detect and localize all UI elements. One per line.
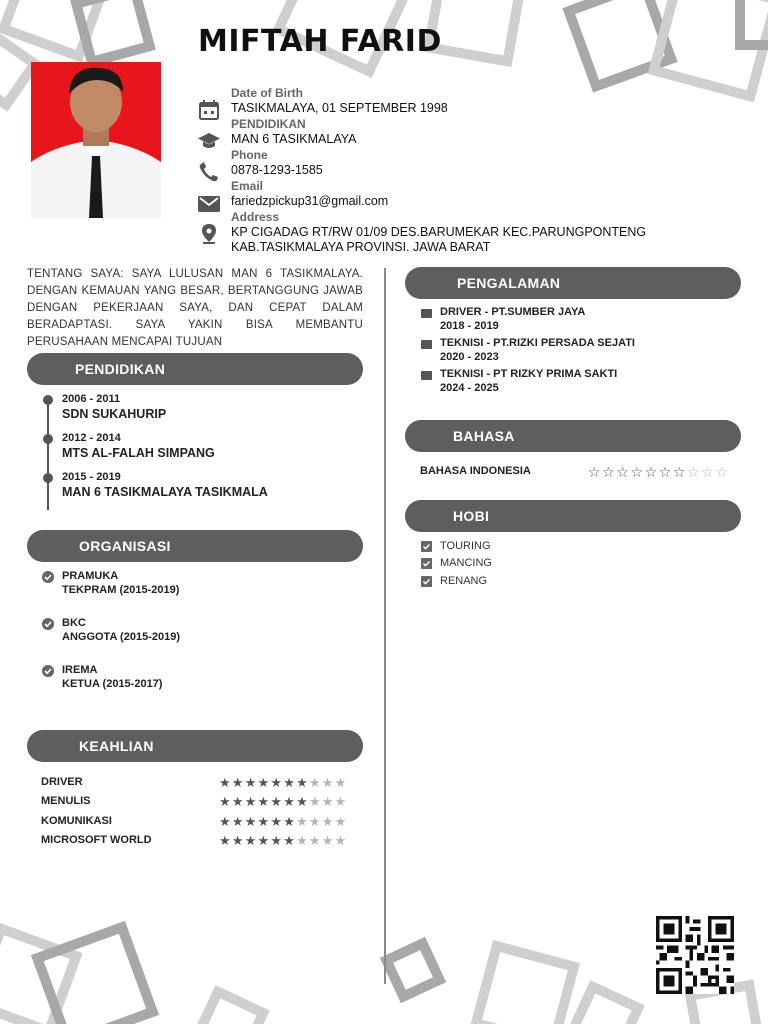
decor-square [380, 937, 446, 1003]
section-header-bahasa: BAHASA [405, 420, 741, 452]
star-filled-icon: ★ [244, 775, 257, 790]
star-filled-icon: ★ [257, 775, 270, 790]
star-empty-icon: ★ [321, 775, 334, 790]
education-years: 2012 - 2014 [62, 432, 121, 444]
education-years: 2006 - 2011 [62, 393, 121, 405]
column-divider [384, 268, 386, 984]
timeline-dot [43, 434, 53, 444]
education-school: MTS AL-FALAH SIMPANG [62, 446, 215, 460]
star-empty-icon: ★ [308, 833, 321, 848]
star-filled-icon: ★ [270, 833, 283, 848]
star-filled-icon: ★ [257, 814, 270, 829]
star-filled-icon: ☆ [602, 464, 615, 480]
organization-role: KETUA (2015-2017) [62, 678, 163, 690]
briefcase-icon [421, 309, 432, 318]
star-filled-icon: ☆ [658, 464, 672, 480]
star-empty-icon: ★ [296, 814, 308, 829]
star-filled-icon: ★ [270, 775, 283, 790]
section-header-pendidikan: PENDIDIKAN [27, 353, 363, 385]
check-circle-icon [42, 571, 54, 583]
phone-icon [198, 162, 220, 182]
about-text: TENTANG SAYA: SAYA LULUSAN MAN 6 TASIKMALAYA. DENGAN KEMAUAN YANG BESAR, BERTANGGUNG JAWAB DENGAN PEKERJAAN SAYA, DAN CEPAT DALAM BERADAPTASI. SAYA YAKIN BISA MEMBANTU PERUSAHAAN MENCAPAI TUJUAN [27, 268, 363, 348]
star-empty-icon: ★ [321, 833, 334, 848]
briefcase-icon [421, 340, 432, 349]
decor-square [470, 940, 580, 1024]
checkbox-icon [421, 558, 432, 569]
profile-photo [31, 62, 161, 218]
star-filled-icon: ★ [244, 794, 257, 809]
info-label: Phone [231, 148, 268, 162]
location-pin-icon [198, 224, 220, 244]
skill-rating [219, 795, 347, 809]
star-filled-icon: ★ [257, 833, 270, 848]
star-empty-icon: ★ [308, 775, 321, 790]
star-filled-icon: ☆ [616, 464, 629, 480]
skill-rating [219, 815, 347, 829]
star-filled-icon: ☆ [588, 464, 601, 480]
star-filled-icon: ★ [296, 794, 308, 809]
language-name: BAHASA INDONESIA [420, 465, 531, 477]
star-empty-icon: ☆ [701, 464, 714, 480]
timeline-dot [43, 473, 53, 483]
skill-rating [219, 834, 347, 848]
star-filled-icon: ★ [219, 833, 231, 848]
check-circle-icon [42, 665, 54, 677]
resume-name: MIFTAH FARID [198, 24, 442, 59]
star-filled-icon: ★ [283, 775, 295, 790]
star-empty-icon: ★ [334, 794, 347, 809]
experience-title: DRIVER - PT.SUMBER JAYA [440, 306, 586, 318]
star-empty-icon: ☆ [687, 464, 700, 480]
skill-name: MENULIS [41, 795, 91, 807]
star-empty-icon: ★ [296, 833, 308, 848]
info-value: TASIKMALAYA, 01 SEPTEMBER 1998 [231, 101, 448, 115]
section-header-keahlian: KEAHLIAN [27, 730, 363, 762]
section-header-hobi: HOBI [405, 500, 741, 532]
star-filled-icon: ★ [270, 794, 283, 809]
education-years: 2015 - 2019 [62, 471, 121, 483]
star-filled-icon: ★ [231, 814, 244, 829]
section-header-pengalaman: PENGALAMAN [405, 267, 741, 299]
info-label: PENDIDIKAN [231, 117, 306, 131]
language-rating [588, 465, 730, 479]
star-filled-icon: ★ [283, 794, 295, 809]
hobby-item: MANCING [440, 557, 492, 569]
star-filled-icon: ★ [219, 814, 231, 829]
organization-name: BKC [62, 617, 86, 629]
info-label: Address [231, 210, 280, 224]
star-filled-icon: ★ [296, 775, 308, 790]
experience-years: 2020 - 2023 [440, 351, 499, 363]
info-label: Date of Birth [231, 86, 303, 100]
decor-square [735, 0, 768, 50]
experience-years: 2018 - 2019 [440, 320, 499, 332]
info-value: KP CIGADAG RT/RW 01/09 DES.BARUMEKAR KEC.PARUNGPONTENG [231, 225, 647, 239]
star-empty-icon: ★ [321, 794, 334, 809]
star-filled-icon: ★ [283, 833, 295, 848]
star-empty-icon: ★ [334, 775, 347, 790]
info-value: fariedzpickup31@gmail.com [231, 194, 389, 208]
decor-square [190, 985, 270, 1024]
decor-square [565, 980, 645, 1024]
info-value: MAN 6 TASIKMALAYA [231, 132, 357, 146]
star-filled-icon: ★ [283, 814, 295, 829]
hobby-item: RENANG [440, 575, 488, 587]
info-label: Email [231, 179, 264, 193]
experience-years: 2024 - 2025 [440, 382, 499, 394]
organization-role: TEKPRAM (2015-2019) [62, 584, 180, 596]
skill-name: DRIVER [41, 776, 83, 788]
organization-name: IREMA [62, 664, 98, 676]
checkbox-icon [421, 541, 432, 552]
organization-name: PRAMUKA [62, 570, 119, 582]
calendar-icon [198, 100, 220, 120]
star-empty-icon: ★ [308, 814, 321, 829]
info-value: 0878-1293-1585 [231, 163, 323, 177]
hobby-item: TOURING [440, 540, 491, 552]
star-filled-icon: ☆ [644, 464, 658, 480]
skill-rating [219, 776, 347, 790]
star-filled-icon: ☆ [630, 464, 644, 480]
education-school: SDN SUKAHURIP [62, 407, 167, 421]
star-empty-icon: ★ [334, 814, 347, 829]
star-filled-icon: ★ [219, 775, 231, 790]
experience-title: TEKNISI - PT RIZKY PRIMA SAKTI [440, 368, 618, 380]
star-filled-icon: ★ [219, 794, 231, 809]
skill-name: KOMUNIKASI [41, 815, 112, 827]
timeline-dot [43, 395, 53, 405]
star-empty-icon: ☆ [715, 464, 728, 480]
star-filled-icon: ★ [231, 775, 244, 790]
decor-square [31, 921, 159, 1024]
star-filled-icon: ★ [244, 814, 257, 829]
info-value: KAB.TASIKMALAYA PROVINSI. JAWA BARAT [231, 240, 491, 254]
skill-name: MICROSOFT WORLD [41, 834, 152, 846]
graduation-cap-icon [198, 131, 220, 151]
info-address [198, 210, 668, 256]
star-filled-icon: ★ [231, 833, 244, 848]
star-filled-icon: ☆ [672, 464, 686, 480]
star-filled-icon: ★ [244, 833, 257, 848]
section-header-organisasi: ORGANISASI [27, 530, 363, 562]
star-filled-icon: ★ [257, 794, 270, 809]
star-empty-icon: ★ [321, 814, 334, 829]
star-filled-icon: ★ [231, 794, 244, 809]
star-empty-icon: ★ [308, 794, 321, 809]
star-empty-icon: ★ [334, 833, 347, 848]
qr-code [654, 916, 736, 994]
star-filled-icon: ★ [270, 814, 283, 829]
timeline-line [47, 398, 49, 510]
checkbox-icon [421, 576, 432, 587]
education-school: MAN 6 TASIKMALAYA TASIKMALA [62, 485, 268, 499]
experience-title: TEKNISI - PT.RIZKI PERSADA SEJATI [440, 337, 635, 349]
check-circle-icon [42, 618, 54, 630]
organization-role: ANGGOTA (2015-2019) [62, 631, 180, 643]
briefcase-icon [421, 371, 432, 380]
